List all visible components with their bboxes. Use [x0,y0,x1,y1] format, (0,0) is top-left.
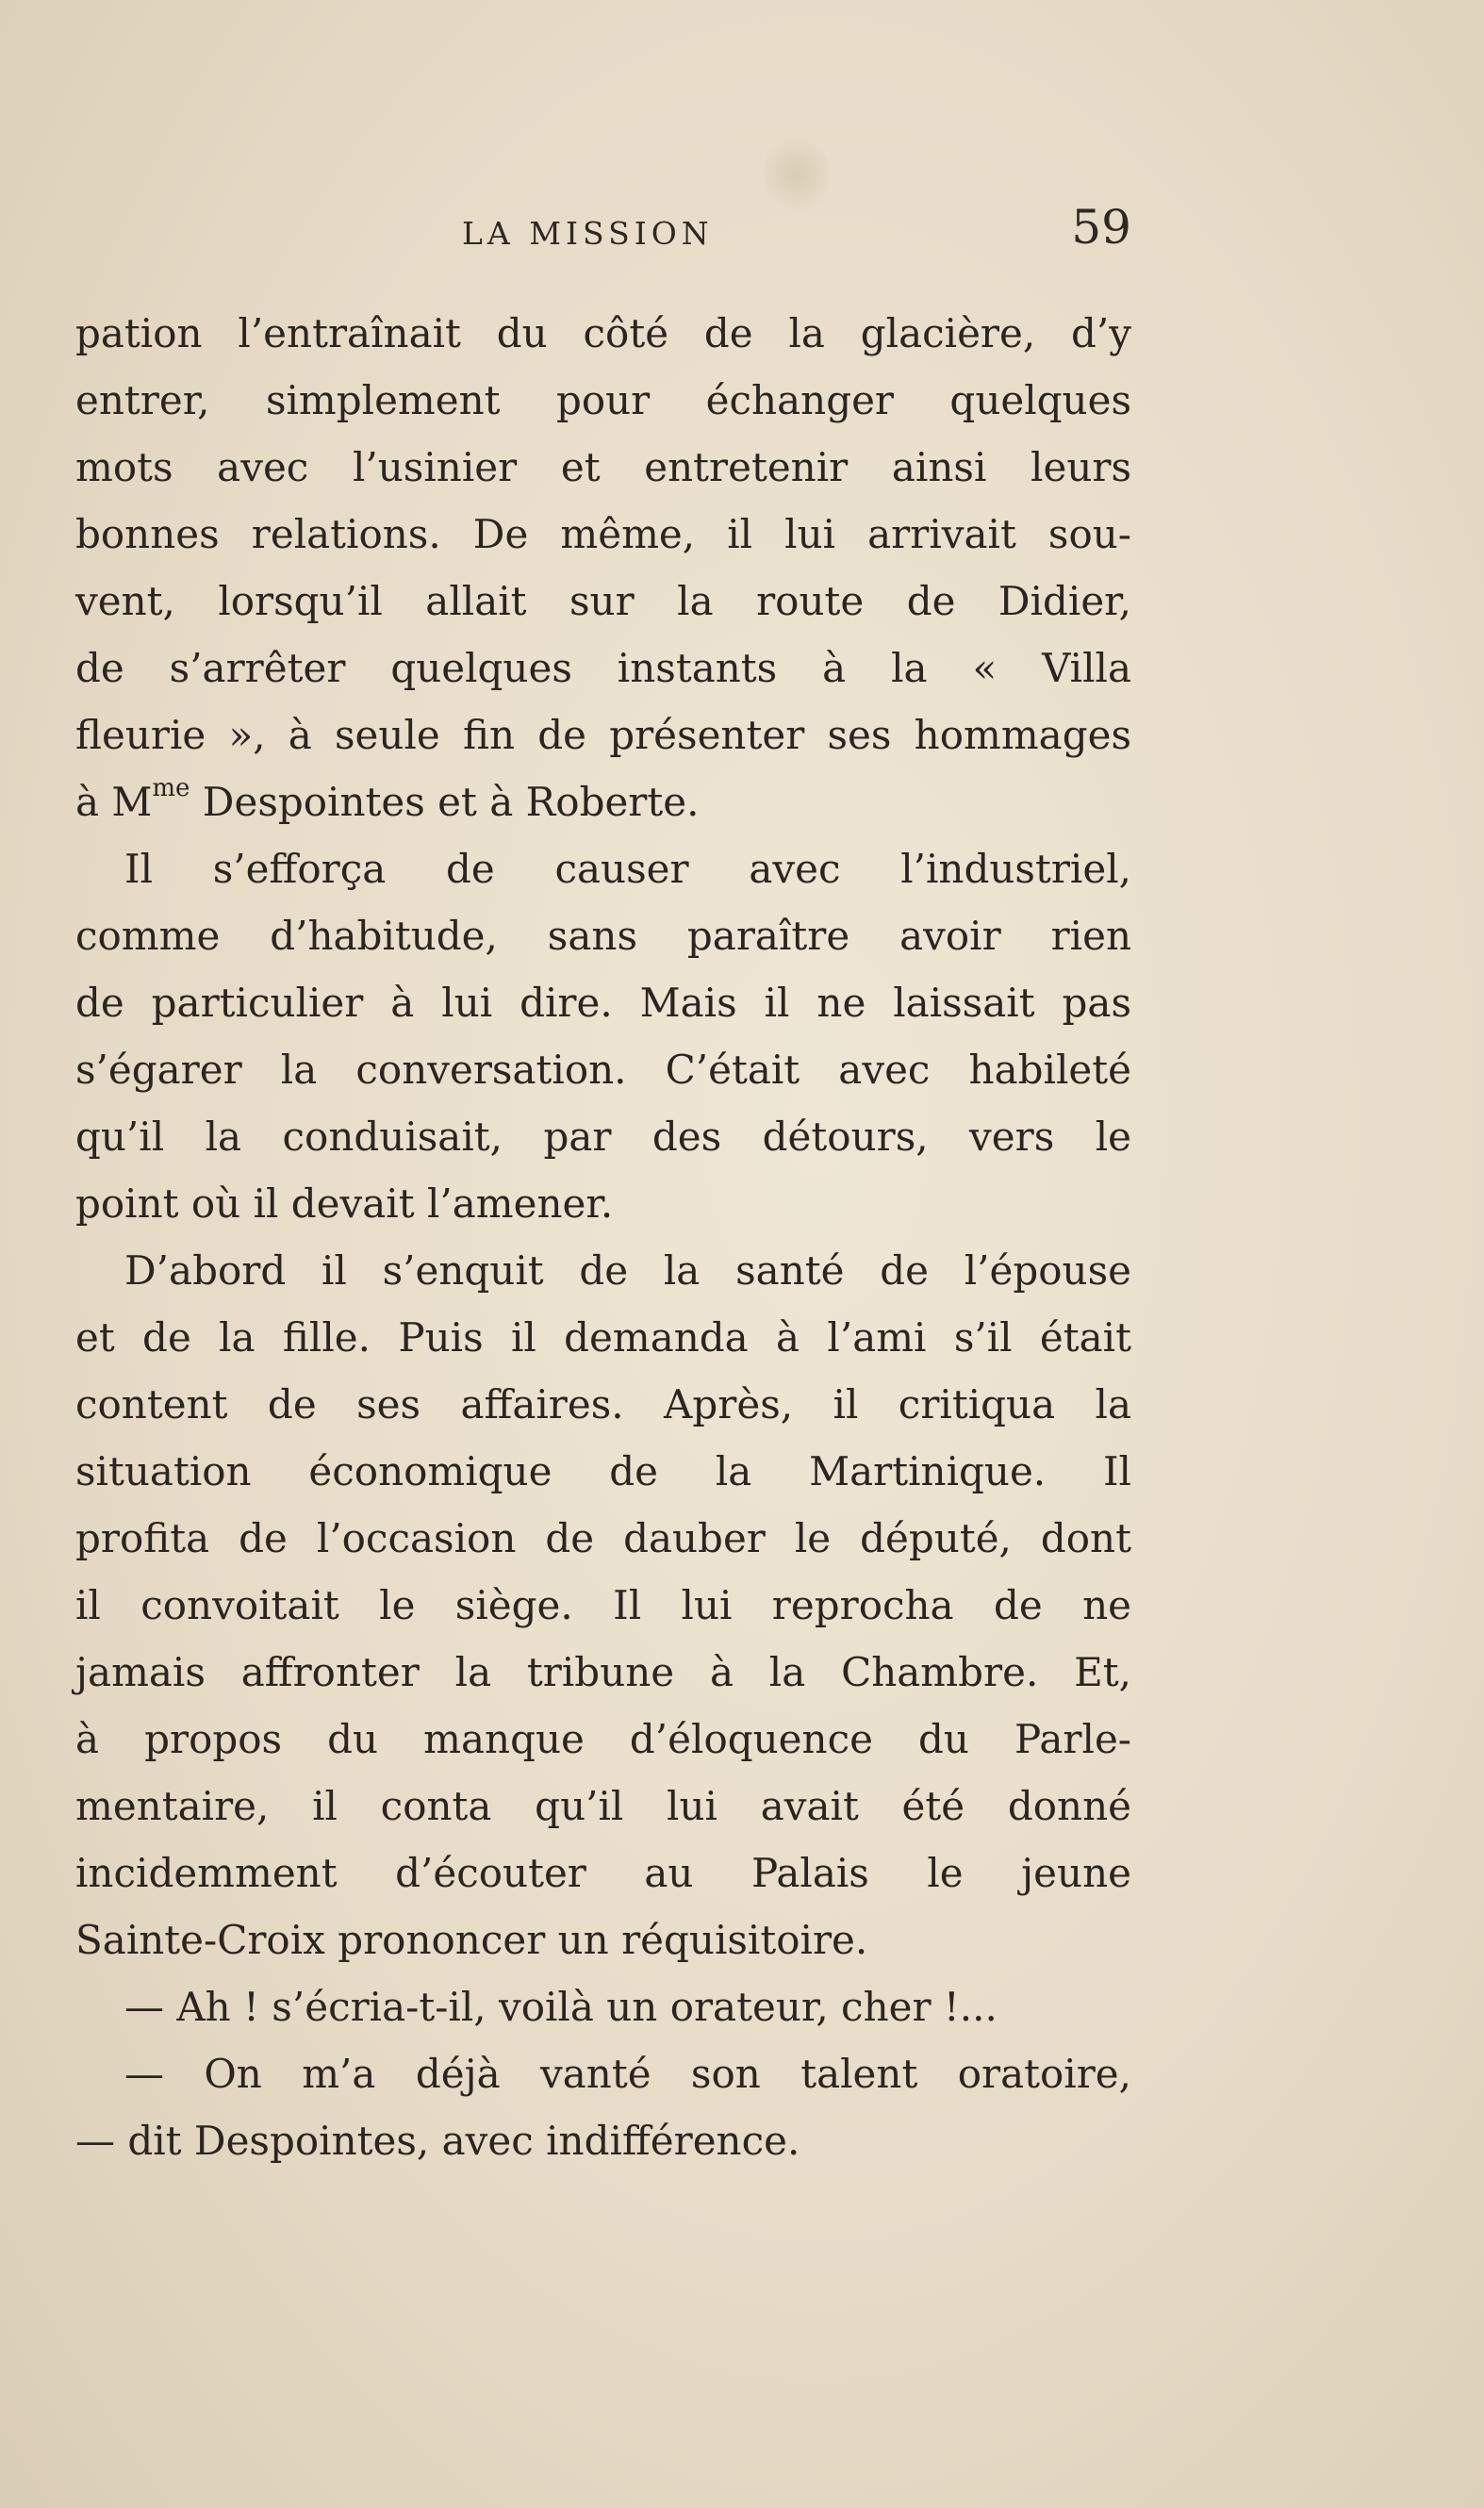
dialogue-line: — Ah ! s’écria-t-il, voilà un orateur, cher !... [124,1984,998,2030]
paper-stain [764,132,830,217]
dialogue-line: — On m’a déjà vanté son talent oratoire, [124,2051,1131,2097]
text-line: s’égarer la conversation. C’était avec habileté [75,1047,1131,1093]
text-line: de particulier à lui dire. Mais il ne laissait pas [75,980,1131,1026]
text-line: qu’il la conduisait, par des détours, vers le [75,1114,1131,1160]
text-fragment: Despointes et à Roberte. [190,779,700,825]
text-line: à propos du manque d’éloquence du Parle- [75,1716,1131,1762]
text-line: entrer, simplement pour échanger quelques [75,377,1131,423]
text-line: content de ses affaires. Après, il critiqua la [75,1381,1131,1427]
text-line: incidemment d’écouter au Palais le jeune [75,1850,1131,1896]
text-line: comme d’habitude, sans paraître avoir rien [75,913,1131,959]
text-line: situation économique de la Martinique. Il [75,1448,1131,1494]
text-line: de s’arrêter quelques instants à la « Villa [75,645,1131,691]
text-line: fleurie », à seule fin de présenter ses hommages [75,712,1131,758]
paragraph-start-line: Il s’efforça de causer avec l’industriel, [124,846,1131,892]
text-line: profita de l’occasion de dauber le député, dont [75,1515,1131,1561]
running-head [75,200,1131,262]
running-title: LA MISSION [462,215,714,252]
text-fragment: à M [75,779,153,825]
text-line: point où il devait l’amener. [75,1180,614,1227]
text-line: mentaire, il conta qu’il lui avait été donné [75,1783,1131,1829]
page-number: 59 [1071,200,1131,255]
text-line: vent, lorsqu’il allait sur la route de Didier, [75,578,1131,624]
paragraph-start-line: D’abord il s’enquit de la santé de l’épouse [124,1247,1131,1294]
text-line [75,768,1131,835]
text-line: bonnes relations. De même, il lui arrivait sou- [75,511,1131,557]
text-line: et de la fille. Puis il demanda à l’ami s’il était [75,1314,1131,1361]
text-line: il convoitait le siège. Il lui reprocha de ne [75,1582,1131,1628]
dialogue-line: — dit Despointes, avec indifférence. [75,2118,800,2164]
text-line: jamais affronter la tribune à la Chambre. Et, [75,1649,1131,1695]
text-line: pation l’entraînait du côté de la glacière, d’y [75,310,1131,356]
body-text [75,300,1131,2174]
text-line: Sainte-Croix prononcer un réquisitoire. [75,1917,868,1963]
superscript: me [152,774,190,802]
text-line: mots avec l’usinier et entretenir ainsi leurs [75,444,1131,490]
